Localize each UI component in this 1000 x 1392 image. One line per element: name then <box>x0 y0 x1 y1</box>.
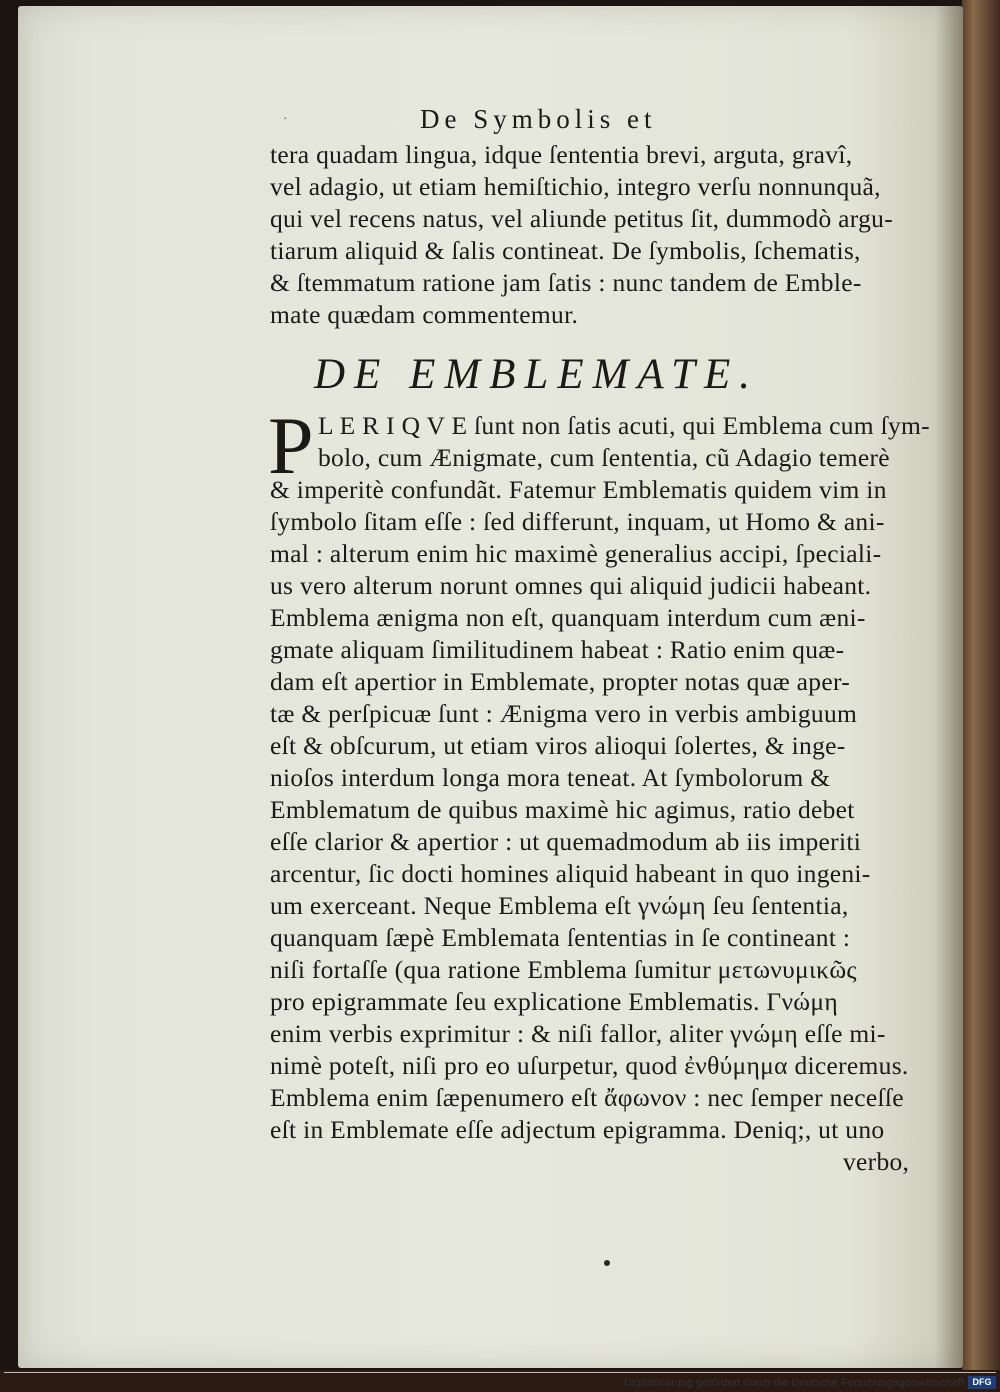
body-line: pro epigrammate ſeu explicatione Emblematis. Γνώμη <box>270 987 838 1016</box>
body-line: eſt in Emblemate eſſe adjectum epigramma. Deniq;, ut uno <box>270 1115 885 1144</box>
body-line: dam eſt apertior in Emblemate, propter notas quæ aper- <box>270 667 851 696</box>
page-ornament-dot <box>604 1260 610 1266</box>
intro-line: tiarum aliquid & ſalis contineat. De ſymbolis, ſchematis, <box>270 236 861 265</box>
body-line: eſt & obſcurum, ut etiam viros alioqui ſolertes, & inge- <box>270 731 846 760</box>
body-line: mal : alterum enim hic maximè generalius accipi, ſpeciali- <box>270 539 882 568</box>
intro-line: vel adagio, ut etiam hemiſtichio, integro verſu nonnunquã, <box>270 172 881 201</box>
dfg-logo-icon: DFG <box>968 1376 996 1389</box>
margin-mark: · <box>283 112 288 127</box>
body-line: um exerceant. Neque Emblema eſt γνώμη ſeu ſententia, <box>270 891 849 920</box>
body-line: ſymbolo ſitam eſſe : ſed differunt, inquam, ut Homo & ani- <box>270 507 885 536</box>
drop-cap: P <box>268 400 314 491</box>
body-line: arcentur, ſic docti homines aliquid habeant in quo ingeni- <box>270 859 871 888</box>
body-line: & imperitè confundãt. Fatemur Emblematis quidem vim in <box>270 475 887 504</box>
intro-line: qui vel recens natus, vel aliunde petitus ſit, dummodò argu- <box>270 204 894 233</box>
body-line: us vero alterum norunt omnes qui aliquid judicii habeant. <box>270 571 872 600</box>
body-line: bolo, cum Ænigmate, cum ſententia, cũ Adagio temerè <box>318 443 890 472</box>
body-line: quanquam ſæpè Emblemata ſententias in ſe contineant : <box>270 923 851 952</box>
body-line: eſſe clarior & apertior : ut quemadmodum ab iis imperiti <box>270 827 862 856</box>
body-line: Emblema enim ſæpenumero eſt ἄφωνον : nec ſemper neceſſe <box>270 1083 904 1112</box>
catchword: verbo, <box>843 1147 910 1176</box>
body-line: Emblema ænigma non eſt, quanquam interdum cum æni- <box>270 603 866 632</box>
digitization-credit: Digitalisierung gefördert durch die Deutsche Forschungsgemeinschaft <box>624 1377 964 1389</box>
section-heading: DE EMBLEMATE. <box>314 351 760 398</box>
intro-line: & ſtemmatum ratione jam ſatis : nunc tandem de Emble- <box>270 268 862 297</box>
body-line: Emblematum de quibus maximè hic agimus, ratio debet <box>270 795 855 824</box>
running-head: De Symbolis et <box>420 104 657 134</box>
body-line: niſi fortaſſe (qua ratione Emblema ſumitur μετωνυμικῶς <box>270 955 857 984</box>
book-binding-edge <box>962 0 1000 1370</box>
body-line: L E R I Q V E ſunt non ſatis acuti, qui Emblema cum ſym- <box>318 411 930 440</box>
footer-divider <box>4 1372 996 1373</box>
intro-line: mate quædam commentemur. <box>270 300 579 329</box>
body-line: gmate aliquam ſimilitudinem habeat : Ratio enim quæ- <box>270 635 845 664</box>
intro-line: tera quadam lingua, idque ſententia brevi, arguta, gravî, <box>270 140 853 169</box>
body-line: enim verbis exprimitur : & niſi fallor, aliter γνώμη eſſe mi- <box>270 1019 886 1048</box>
body-line: nioſos interdum longa mora teneat. At ſymbolorum & <box>270 763 831 792</box>
body-line: tæ & perſpicuæ ſunt : Ænigma vero in verbis ambiguum <box>270 699 858 728</box>
body-line: nimè poteſt, niſi pro eo uſurpetur, quod ἐνθύμημα diceremus. <box>270 1051 909 1080</box>
